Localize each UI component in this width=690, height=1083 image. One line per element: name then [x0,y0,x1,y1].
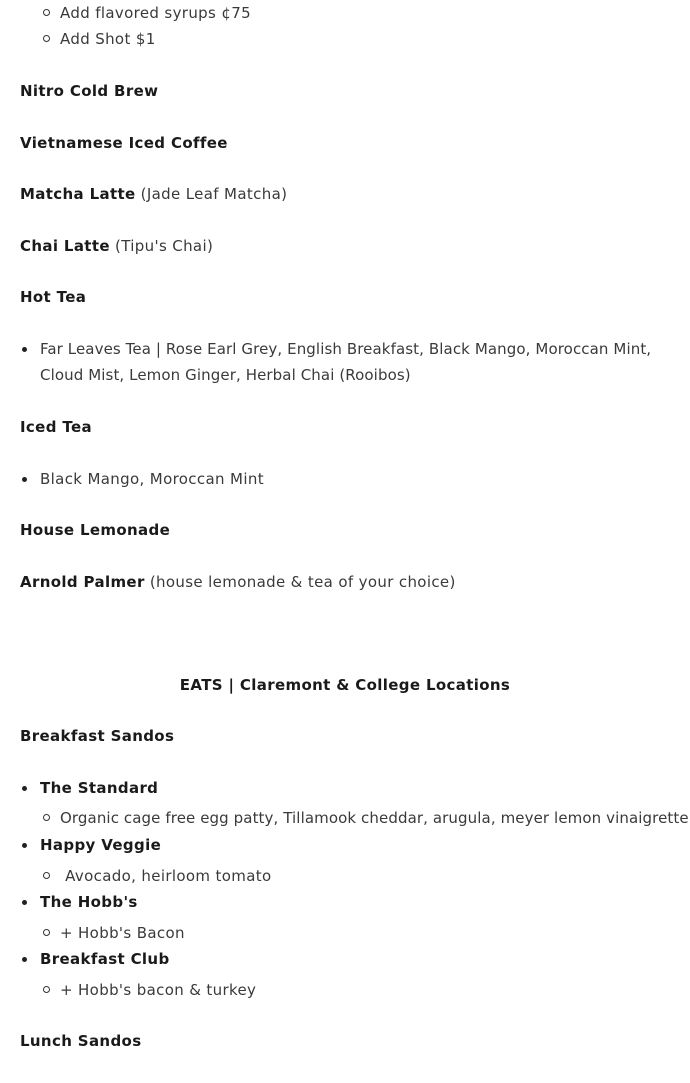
list-bullet-icon [22,900,27,905]
drink-matcha-latte [20,185,287,203]
drink-chai-latte [20,237,213,255]
addon-shot: Add Shot $1 [60,30,156,48]
list-bullet-icon [22,347,27,352]
drink-matcha-latte-name: Matcha Latte [20,185,136,203]
sub-bullet-icon [43,814,50,821]
eats-section-heading: EATS | Claremont & College Locations [179,676,511,694]
drink-chai-latte-name: Chai Latte [20,237,110,255]
drink-house-lemonade: House Lemonade [20,521,171,539]
drink-iced-tea: Iced Tea [20,418,92,436]
sando-the-standard-desc: Organic cage free egg patty, Tillamook cheddar, arugula, meyer lemon vinaigrette [60,809,689,827]
sando-the-standard: The Standard [40,779,159,797]
drink-arnold-palmer-name: Arnold Palmer [20,573,145,591]
drink-nitro-cold-brew: Nitro Cold Brew [20,82,159,100]
sub-bullet-icon [43,872,50,879]
drink-arnold-palmer-note: (house lemonade & tea of your choice) [149,573,456,591]
sando-breakfast-club: Breakfast Club [40,950,170,968]
drink-hot-tea: Hot Tea [20,288,87,306]
breakfast-sandos-heading: Breakfast Sandos [20,727,175,745]
sando-the-hobbs: The Hobb's [40,893,138,911]
list-bullet-icon [22,843,27,848]
addon-syrups: Add flavored syrups ¢75 [60,4,252,22]
sando-happy-veggie-desc: Avocado, heirloom tomato [60,867,272,885]
drink-arnold-palmer [20,573,456,591]
list-bullet-icon [22,786,27,791]
hot-tea-varieties: Far Leaves Tea | Rose Earl Grey, English Breakfast, Black Mango, Moroccan Mint, Cloud Mist, Lemon Ginger, Herbal Chai (Rooibos) [40,340,652,384]
lunch-sandos-heading: Lunch Sandos [20,1032,142,1050]
drink-vietnamese-iced-coffee: Vietnamese Iced Coffee [20,134,228,152]
list-bullet-icon [22,957,27,962]
drink-chai-latte-note: (Tipu's Chai) [115,237,214,255]
list-bullet-icon [22,477,27,482]
drink-matcha-latte-note: (Jade Leaf Matcha) [140,185,288,203]
sub-bullet-icon [43,929,50,936]
addon-bullet-icon [43,35,50,42]
iced-tea-varieties: Black Mango, Moroccan Mint [40,470,264,488]
sando-breakfast-club-desc: + Hobb's bacon & turkey [60,981,257,999]
sando-the-hobbs-desc: + Hobb's Bacon [60,924,185,942]
sando-happy-veggie: Happy Veggie [40,836,162,854]
addon-bullet-icon [43,9,50,16]
sub-bullet-icon [43,986,50,993]
